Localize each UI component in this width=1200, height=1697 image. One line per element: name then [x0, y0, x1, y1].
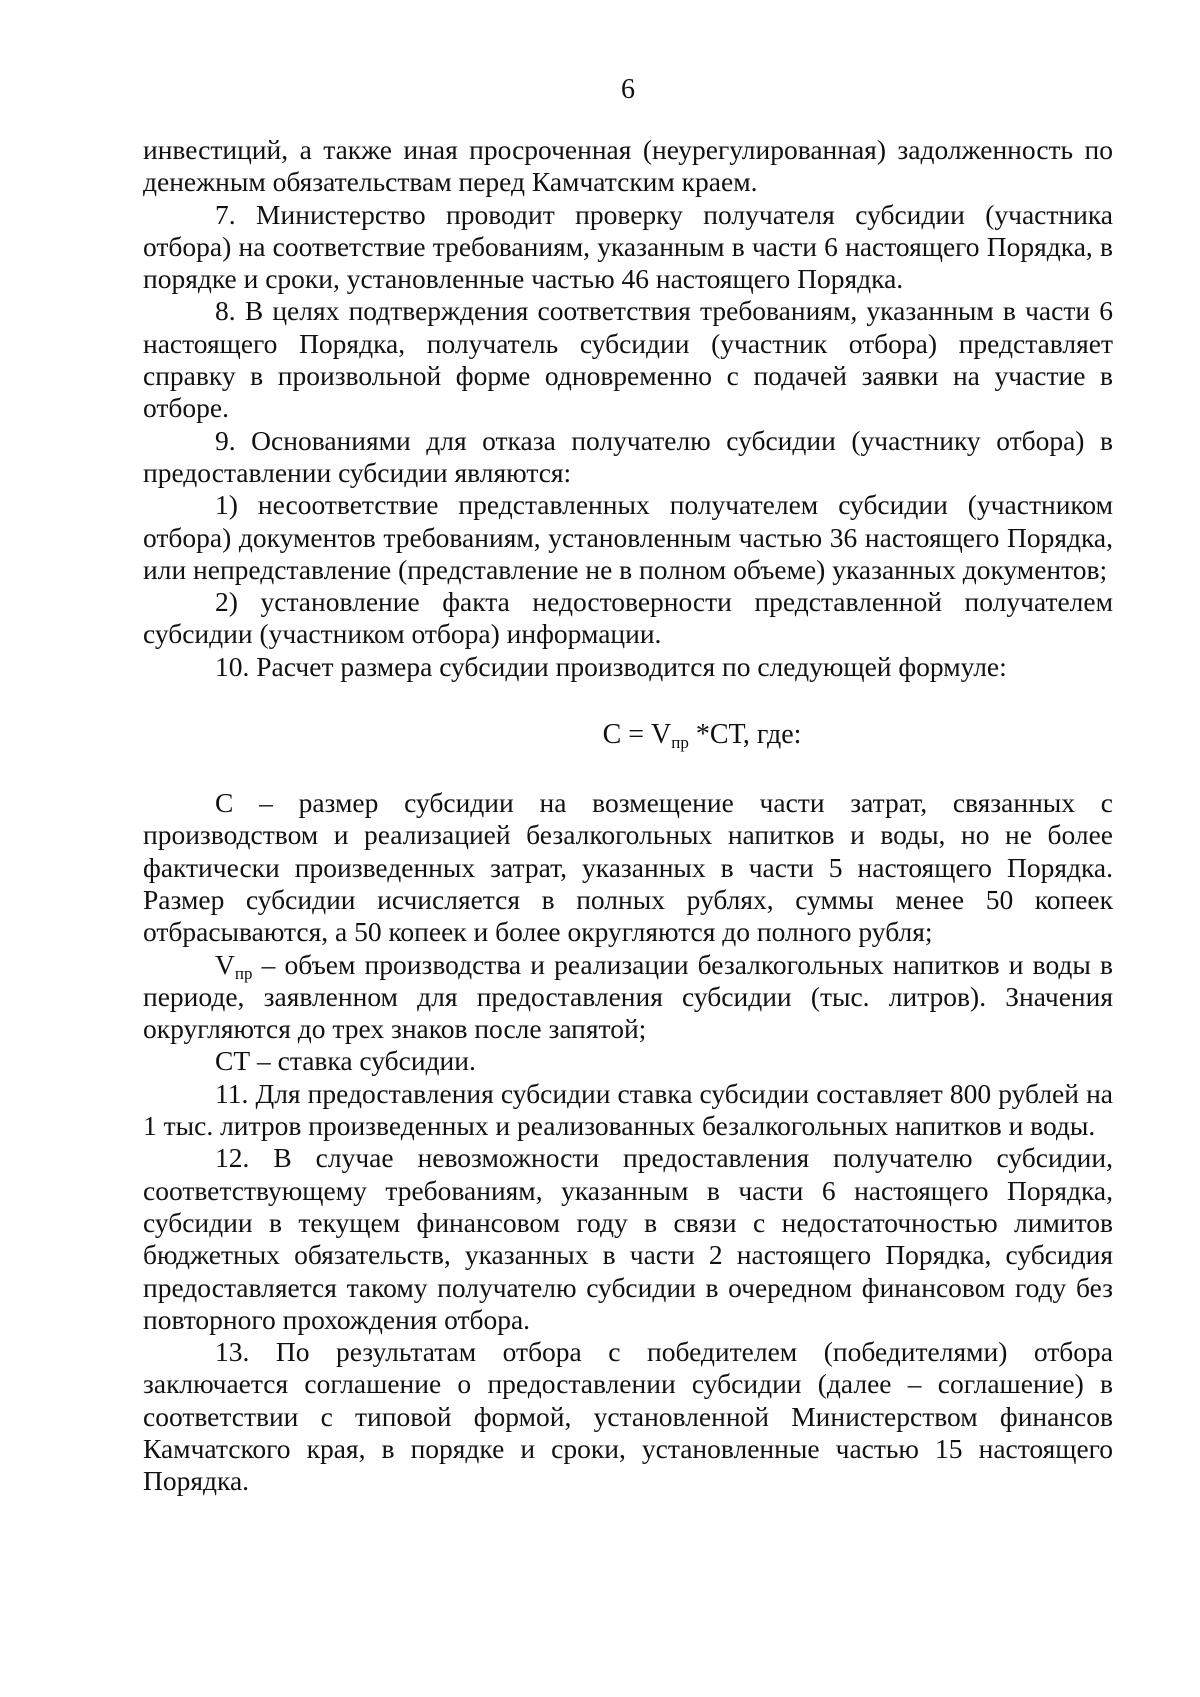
document-body: [143, 134, 1113, 1498]
paragraphs-before-formula: [143, 134, 1113, 683]
paragraph: 12. В случае невозможности предоставления получателю субсидии, соответствующему требованиям, указанным в части 6 настоящего Порядка, субсидии в текущем финансовом году в связи с недостаточностью лимитов бюджетных обязательств, указанных в части 2 настоящего Порядка, субсидия предоставляется такому получателю субсидии в очередном финансовом году без повторного прохождения отбора.: [143, 1142, 1113, 1335]
paragraph: 2) установление факта недостоверности представленной получателем субсидии (участником отбора) информации.: [143, 586, 1113, 650]
definition-v-symbol: V: [215, 948, 235, 980]
paragraph: 11. Для предоставления субсидии ставка субсидии составляет 800 рублей на 1 тыс. литров произведенных и реализованных безалкогольных напитков и воды.: [143, 1077, 1113, 1142]
formula-rhs: *СТ, где:: [688, 719, 802, 751]
definition-v: [143, 949, 1113, 1046]
page-number: 6: [621, 74, 635, 105]
definition-v-subscript: пр: [234, 963, 253, 983]
paragraph: 10. Расчет размера субсидии производится по следующей формуле:: [215, 650, 1007, 682]
paragraph: 7. Министерство проводит проверку получателя субсидии (участника отбора) на соответствие требованиям, указанным в части 6 настоящего Порядка, в порядке и сроки, установленные частью 46 настоящего Порядка.: [143, 198, 1113, 295]
definition-c: С – размер субсидии на возмещение части затрат, связанных с производством и реализацией безалкогольных напитков и воды, но не более фактически произведенных затрат, указанных в части 5 настоящего Порядка. Размер субсидии исчисляется в полных рублях, суммы менее 50 копеек отбрасываются, а 50 копеек и более округляются до полного рубля;: [143, 787, 1113, 948]
subsidy-formula: [143, 719, 1113, 751]
definition-ct: СТ – ставка субсидии.: [215, 1045, 476, 1077]
definition-v-text: – объем производства и реализации безалкогольных напитков и воды в периоде, заявленном для предоставления субсидии (тыс. литров). Значения округляются до трех знаков после запятой;: [143, 948, 1113, 1045]
paragraph: 8. В целях подтверждения соответствия требованиям, указанным в части 6 настоящего Порядка, получатель субсидии (участник отбора) представляет справку в произвольной форме одновременно с подачей заявки на участие в отборе.: [143, 295, 1113, 424]
formula-subscript: пр: [671, 733, 689, 753]
paragraph: 9. Основаниями для отказа получателю субсидии (участнику отбора) в предоставлении субсидии являются:: [143, 424, 1113, 488]
formula-lhs: С = V: [602, 719, 672, 751]
paragraph: 13. По результатам отбора с победителем (победителями) отбора заключается соглашение о предоставлении субсидии (далее – соглашение) в соответствии с типовой формой, установленной Министерством финансов Камчатского края, в порядке и сроки, установленные частью 15 настоящего Порядка.: [143, 1336, 1113, 1497]
paragraphs-after-formula: [143, 1078, 1113, 1498]
paragraph: инвестиций, а также иная просроченная (неурегулированная) задолженность по денежным обязательствам перед Камчатским краем.: [143, 134, 1113, 198]
paragraph: 1) несоответствие представленных получателем субсидии (участником отбора) документов требованиям, установленным частью 36 настоящего Порядка, или непредставление (представление не в полном объеме) указанных документов;: [143, 489, 1113, 585]
